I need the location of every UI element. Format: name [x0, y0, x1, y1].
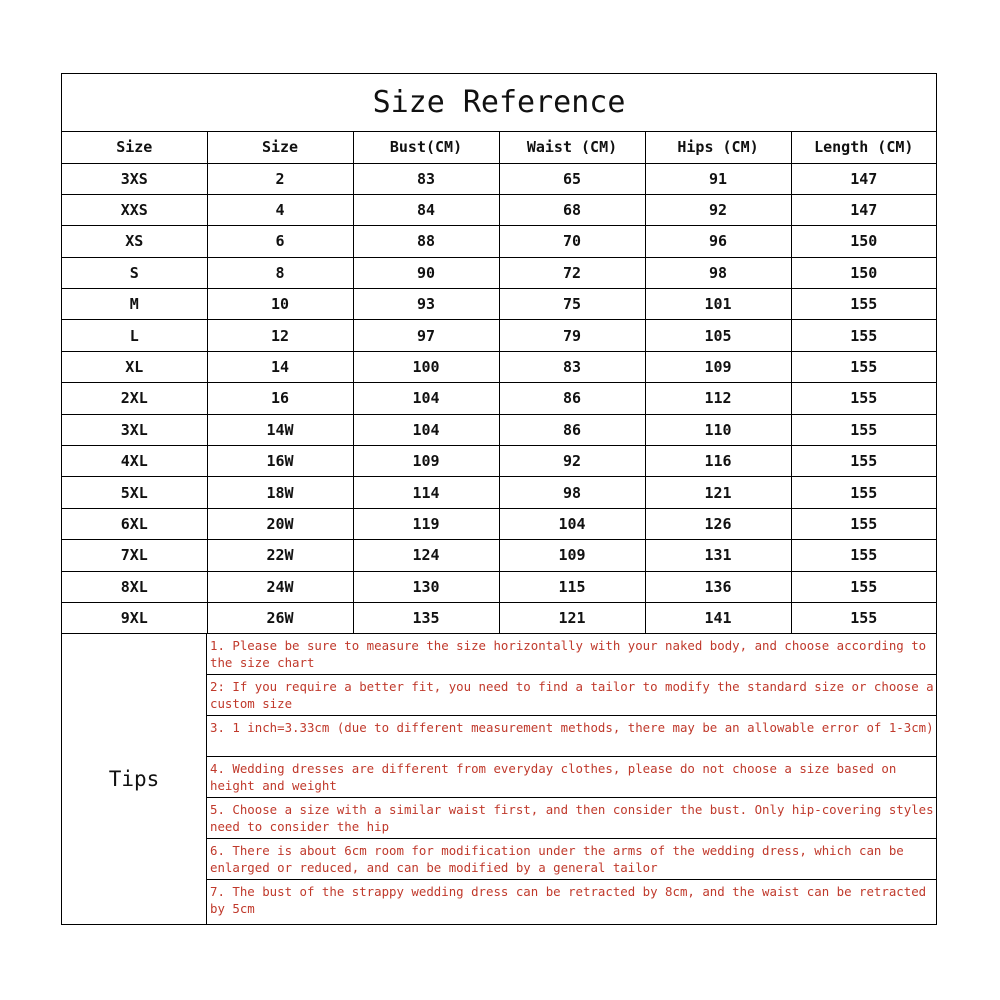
- header-size-number: Size: [207, 132, 353, 163]
- cell-bust: 109: [353, 446, 499, 477]
- cell-hips: 141: [645, 602, 791, 633]
- cell-bust: 135: [353, 602, 499, 633]
- cell-size-number: 16W: [207, 446, 353, 477]
- cell-size-label: 3XS: [62, 163, 207, 194]
- cell-hips: 116: [645, 446, 791, 477]
- cell-hips: 121: [645, 477, 791, 508]
- cell-size-label: XS: [62, 226, 207, 257]
- cell-waist: 79: [499, 320, 645, 351]
- cell-hips: 112: [645, 383, 791, 414]
- cell-size-number: 14: [207, 351, 353, 382]
- cell-size-label: 4XL: [62, 446, 207, 477]
- cell-waist: 86: [499, 383, 645, 414]
- cell-bust: 93: [353, 289, 499, 320]
- cell-size-number: 10: [207, 289, 353, 320]
- table-row: [62, 477, 936, 508]
- cell-waist: 83: [499, 351, 645, 382]
- table-row: [62, 540, 936, 571]
- table-row: [62, 602, 936, 633]
- tip-item: 5. Choose a size with a similar waist first, and then consider the bust. Only hip-covering styles need to consider the hip: [207, 798, 936, 839]
- cell-length: 155: [791, 289, 936, 320]
- cell-bust: 104: [353, 383, 499, 414]
- cell-size-number: 4: [207, 194, 353, 225]
- cell-bust: 124: [353, 540, 499, 571]
- cell-length: 147: [791, 194, 936, 225]
- cell-hips: 92: [645, 194, 791, 225]
- cell-length: 155: [791, 351, 936, 382]
- cell-bust: 97: [353, 320, 499, 351]
- header-size-label: Size: [62, 132, 207, 163]
- chart-title: Size Reference: [62, 74, 936, 132]
- cell-length: 155: [791, 477, 936, 508]
- table-row: [62, 194, 936, 225]
- cell-length: 147: [791, 163, 936, 194]
- table-row: [62, 320, 936, 351]
- tip-item: 4. Wedding dresses are different from everyday clothes, please do not choose a size based on height and weight: [207, 757, 936, 798]
- cell-waist: 109: [499, 540, 645, 571]
- cell-hips: 98: [645, 257, 791, 288]
- cell-hips: 109: [645, 351, 791, 382]
- cell-waist: 98: [499, 477, 645, 508]
- table-row: [62, 226, 936, 257]
- cell-size-number: 6: [207, 226, 353, 257]
- header-bust: Bust(CM): [353, 132, 499, 163]
- cell-hips: 96: [645, 226, 791, 257]
- cell-size-label: 5XL: [62, 477, 207, 508]
- cell-length: 155: [791, 571, 936, 602]
- cell-length: 155: [791, 446, 936, 477]
- cell-size-number: 20W: [207, 508, 353, 539]
- cell-hips: 91: [645, 163, 791, 194]
- cell-hips: 105: [645, 320, 791, 351]
- size-table: [62, 132, 936, 634]
- cell-size-label: XXS: [62, 194, 207, 225]
- cell-size-number: 18W: [207, 477, 353, 508]
- header-waist: Waist (CM): [499, 132, 645, 163]
- cell-size-label: M: [62, 289, 207, 320]
- cell-hips: 110: [645, 414, 791, 445]
- cell-hips: 131: [645, 540, 791, 571]
- cell-hips: 101: [645, 289, 791, 320]
- cell-hips: 136: [645, 571, 791, 602]
- table-row: [62, 289, 936, 320]
- cell-bust: 114: [353, 477, 499, 508]
- table-row: [62, 571, 936, 602]
- cell-bust: 104: [353, 414, 499, 445]
- cell-size-number: 12: [207, 320, 353, 351]
- cell-bust: 84: [353, 194, 499, 225]
- cell-size-number: 14W: [207, 414, 353, 445]
- cell-size-label: 8XL: [62, 571, 207, 602]
- cell-waist: 72: [499, 257, 645, 288]
- cell-size-number: 26W: [207, 602, 353, 633]
- table-row: [62, 508, 936, 539]
- cell-waist: 121: [499, 602, 645, 633]
- table-row: [62, 163, 936, 194]
- header-hips: Hips (CM): [645, 132, 791, 163]
- tip-item: 1. Please be sure to measure the size horizontally with your naked body, and choose according to the size chart: [207, 634, 936, 675]
- cell-size-label: 2XL: [62, 383, 207, 414]
- cell-size-number: 24W: [207, 571, 353, 602]
- cell-size-number: 8: [207, 257, 353, 288]
- cell-waist: 68: [499, 194, 645, 225]
- tips-section: [62, 634, 936, 924]
- cell-bust: 119: [353, 508, 499, 539]
- cell-length: 150: [791, 257, 936, 288]
- cell-waist: 115: [499, 571, 645, 602]
- cell-size-label: 9XL: [62, 602, 207, 633]
- tip-item: 3. 1 inch=3.33cm (due to different measurement methods, there may be an allowable error of 1-3cm): [207, 716, 936, 757]
- cell-bust: 130: [353, 571, 499, 602]
- cell-size-label: 7XL: [62, 540, 207, 571]
- cell-length: 155: [791, 508, 936, 539]
- cell-size-label: 6XL: [62, 508, 207, 539]
- tip-item: 7. The bust of the strappy wedding dress can be retracted by 8cm, and the waist can be retracted by 5cm: [210, 884, 927, 917]
- cell-size-label: XL: [62, 351, 207, 382]
- cell-size-number: 16: [207, 383, 353, 414]
- size-chart: [61, 73, 937, 925]
- cell-bust: 88: [353, 226, 499, 257]
- table-header-row: [62, 132, 936, 163]
- table-row: [62, 446, 936, 477]
- table-row: [62, 414, 936, 445]
- cell-bust: 83: [353, 163, 499, 194]
- cell-size-label: L: [62, 320, 207, 351]
- cell-size-number: 22W: [207, 540, 353, 571]
- cell-hips: 126: [645, 508, 791, 539]
- cell-length: 155: [791, 540, 936, 571]
- cell-waist: 104: [499, 508, 645, 539]
- tip-item: 6. There is about 6cm room for modification under the arms of the wedding dress, which can be enlarged or reduced, and can be modified by a general tailor: [207, 839, 936, 880]
- tips-label: Tips: [62, 634, 207, 924]
- table-row: [62, 383, 936, 414]
- header-length: Length (CM): [791, 132, 936, 163]
- cell-size-label: 3XL: [62, 414, 207, 445]
- cell-waist: 75: [499, 289, 645, 320]
- cell-size-number: 2: [207, 163, 353, 194]
- cell-waist: 86: [499, 414, 645, 445]
- table-row: [62, 257, 936, 288]
- cell-waist: 70: [499, 226, 645, 257]
- cell-size-label: S: [62, 257, 207, 288]
- cell-length: 155: [791, 320, 936, 351]
- table-row: [62, 351, 936, 382]
- cell-waist: 65: [499, 163, 645, 194]
- cell-length: 155: [791, 383, 936, 414]
- tip-item: 2: If you require a better fit, you need to find a tailor to modify the standard size or choose a custom size: [207, 675, 936, 716]
- cell-bust: 90: [353, 257, 499, 288]
- cell-bust: 100: [353, 351, 499, 382]
- tips-list: [207, 634, 936, 924]
- cell-length: 155: [791, 414, 936, 445]
- cell-waist: 92: [499, 446, 645, 477]
- cell-length: 150: [791, 226, 936, 257]
- cell-length: 155: [791, 602, 936, 633]
